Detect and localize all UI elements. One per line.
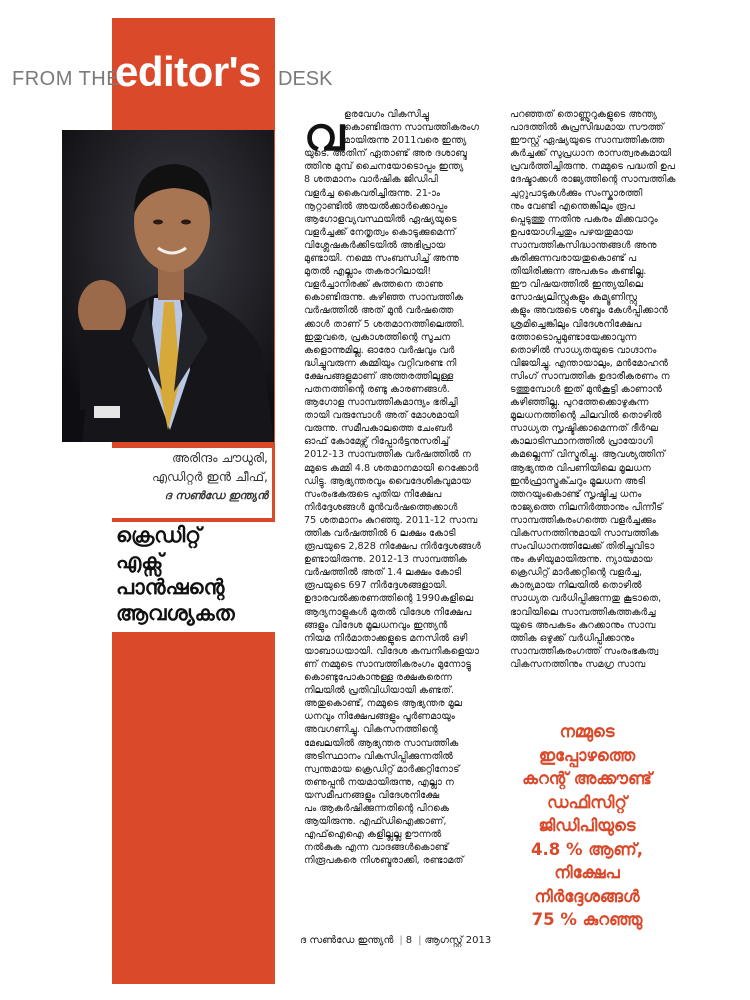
article-line: നിരൂപകരെ നിശബ്ദരാക്കി, രണ്ടാമത് [304,855,464,867]
byline-role: എഡിറ്റർ ഇൻ ചീഫ്, [151,469,268,484]
article-line: ആഗോളവ്യവസ്ഥയിൽ ഏഷ്യയുടെ [304,213,457,225]
article-line: പതനത്തിന്റെ രണ്ടു കാരണങ്ങൾ. [304,383,450,395]
article-line: യസമീപനങ്ങളും വിദേശനിക്ഷേ [304,789,440,801]
article-line: കളും അവരുടെ ശബ്ദം കേൾപ്പിക്കാൻ [510,305,668,317]
title-line: ക്രെഡിറ്റ് [116,523,202,547]
article-line: ആയിരുന്നു. എഫ്ഡിഐക്കാണ്, [304,816,447,828]
article-line: മൂലധനത്തിന്റെ ചിലവിൽ തൊഴിൽ [510,410,662,422]
article-line: പറഞ്ഞത് തൊണ്ണൂറുകളുടെ അന്ത്യ [510,109,657,120]
article-line: പ്രവർത്തിച്ചിരുന്നു. നമ്മുടെ പദ്ധതി ഉപ [510,161,675,173]
article-line: തൊഴിൽ സാധ്യതയുടെ വാഗ്ദാനം [510,344,657,356]
article-line: യുടെ. അതിന് ഏതാണ്ട് അര ദശാബ്ദ [304,148,467,160]
header-desk: DESK [278,68,333,90]
article-line: 75 ശതമാനം കുറഞ്ഞു. 2011-12 സാമ്പ [304,514,478,526]
article-line: വരുന്നു. സമീപകാലത്തെ ചേംബർ [304,423,453,435]
editor-photo [62,130,274,442]
article-line: രൂപയുടെ 2,828 നിക്ഷേപ നിർദ്ദേശങ്ങൾ [304,541,481,553]
header-editors: editor's [115,48,262,95]
pull-quote-line: ഇപ്പോഴത്തെ [538,745,636,765]
article-line: ത്തിനു മുമ്പ് ചൈനയോടൊപ്പം ഇന്ത്യ [304,161,464,173]
article-line: സോഷ്യലിസ്റ്റുകളും കമ്യൂണിസ്റ്റു [510,292,638,304]
article-line: വളർച്ച കൈവരിച്ചിരുന്നു. 21-ാം [304,187,441,199]
article-line: നൂറ്റാണ്ടിൽ അയൽക്കാർക്കൊപ്പം [304,200,448,212]
article-line: വിശ്ലേഷകർക്കിടയിൽ അഭിപ്രായ [304,239,446,251]
article-line: സാമ്പത്തികരംഗത്ത് സംരംഭകത്വ [510,645,659,657]
article-line: മേഖലയിൽ ആഭ്യന്തര സാമ്പത്തിക [304,737,459,749]
article-line: ഡിട്ടു. ആഭ്യന്തരവും വൈദേശികവുമായ [304,475,471,487]
article-line: ളരവേഗം വികസിച്ചു [344,109,429,120]
article-line: രാജ്യത്തെ നിലനിർത്താനും പിന്നീട് [510,501,663,513]
article-line: മ്മുടെ കമ്മി 4.8 ശതമാനമായി റെക്കോർ [304,462,479,474]
article-line: സംവിധാനത്തിലേക്ക് തിരിച്ചുവിടാ [510,541,655,553]
article-line: നൽകുക എന്ന വാദങ്ങൾകൊണ്ട് [304,842,449,854]
pull-quote-line: 4.8 % ആണ്, [531,839,643,859]
article-line: ദ്ധിച്ചുവരുന്ന കമ്മിയും വറ്റിവരണ്ട നി [304,357,457,369]
article-column-2 [510,108,722,718]
title-line: പാൻഷന്റെ [116,575,225,599]
article-line: ക്രെഡിറ്റ് മാർക്കറ്റിന്റെ വളർച്ച, [510,567,643,579]
byline [112,448,272,518]
section-header [0,48,333,108]
article-line: ത്തോടൊപ്പമുണ്ടായേക്കാവുന്ന [510,331,637,343]
article-line: കൊണ്ടിരുന്ന സാമ്പത്തികരംഗ [344,122,480,134]
page-footer: ദ സൺഡേ ഇന്ത്യൻ | 8 | ആഗസ്റ്റ് 2013 [300,935,492,946]
article-line: വികസനത്തിനുമായി സാമ്പത്തിക [510,528,659,539]
article-line: ണ് നമ്മുടെ സാമ്പത്തികരംഗം മുന്നോട്ടു [304,658,471,670]
article-line: യാബാധയായി. വിദേശ കമ്പനികളെയാ [304,645,479,657]
article-column-1 [304,108,494,948]
article-line: സാമ്പത്തികരംഗത്തെ വളർച്ചക്കും [510,514,656,526]
article-line: പം ആകർഷിക്കുന്നതിന്റെ പിറകെ [304,802,450,814]
pull-quote-line: കറന്റ് അക്കൗണ്ട് [522,769,652,788]
article-line: സിംഗ് സാമ്പത്തിക ഉദാരീകരണം ന [510,370,670,382]
article-line: കഴിഞ്ഞില്ല. പുറത്തേക്കൊഴുകുന്ന [510,397,649,409]
article-line: കാര്യമായ നിലയിൽ തൊഴിൽ [510,580,642,592]
article-line: ശ്രമിച്ചെങ്കിലും വിദേശനിക്ഷേപ [510,318,642,330]
article-line: കളൊന്നുമില്ല. ഓരോ വർഷവും വർ [304,344,455,356]
article-line: ങ്ങളും വിദേശ മൂലധനവും ഇന്ത്യൻ [304,619,448,631]
article-line: പ്പെടുത്തു ന്നതിനു പകരം മിക്കവാറും [510,213,658,225]
article-line: ചുറ്റുപാടുകൾക്കും സംസ്കാരത്തി [510,187,643,199]
article-title [112,522,275,632]
footer-publication: ദ സൺഡേ ഇന്ത്യൻ [300,935,394,946]
article-line: കമല്ലെന്ന് വിസ്മരിച്ചു. ആവശ്യത്തിന് [510,449,666,461]
article-line: നും കഴിയുമായിരുന്നു. ന്യായമായ [510,554,653,566]
article-line: വളർച്ചക്ക് നേതൃത്വം കൊടുക്കുമെന്ന് [304,226,456,238]
article-line: സംരംഭകരുടെ പുതിയ നിക്ഷേപ [304,488,442,500]
article-line: സാധ്യത വർധിപ്പിക്കുന്നതു കൂടാതെ, [510,593,662,605]
article-line: ത്തിക വർഷത്തിൽ 6 ലക്ഷം കോടി [304,528,456,539]
article-line: 8 ശതമാനം വാർഷിക ജിഡിപി [304,174,438,186]
article-line: തണുപ്പൻ നയമായിരുന്നു, എല്ലാ ന [304,776,454,788]
footer-date: ആഗസ്റ്റ് 2013 [424,935,492,946]
article-line: ത്തറയുംകൊണ്ട് സൃഷ്ടിച്ച ധനം [510,488,642,500]
article-line: ടത്തുമ്പോൾ ഇത് മുൻകൂട്ടി കാണാൻ [510,383,662,395]
article-line: ക്കാൾ താണ് 5 ശതമാനത്തിലെത്തി. [304,318,465,330]
header-from-the: FROM THE [12,68,121,90]
footer-page-number: 8 [405,935,413,946]
article-line: കരിക്കുന്നവരായതുകൊണ്ട് പ [510,253,637,265]
title-line: ആവശ്യകത [116,601,235,625]
article-line: ആഗോള സാമ്പത്തികമാന്ദ്യം ഭരിച്ചി [304,397,458,409]
drop-cap: വ [304,107,345,161]
article-line: നിയമ നിർമാതാക്കളുടെ മനസിൽ ഒഴി [304,632,468,644]
article-line: ഈ വിഷയത്തിൽ ഇന്ത്യയിലെ [510,279,644,291]
byline-publication: ദ സൺഡേ ഇന്ത്യൻ [164,489,268,502]
article-line: കൊണ്ടുപോകാനുള്ള രക്ഷകരെന്ന [304,672,453,684]
article-line: കൊണ്ടിരുന്നു. കഴിഞ്ഞ സാമ്പത്തിക [304,292,464,304]
article-line: ഇതുവരെ, പ്രകാശത്തിന്റെ സൂചന [304,331,451,343]
article-line: നിലയിൽ പ്രതിവിധിയായി കണ്ടത്. [304,685,455,697]
article-line: ഇൻഫ്രാസ്ട്രക്ചറും മൂലധന അടി [510,475,645,487]
article-line: വിജയിച്ചു. എന്തായാലും, മൻമോഹൻ [510,357,669,369]
article-line: ഉപയോഗിച്ചതും പഴയതുമായ [510,226,634,238]
article-line: വർഷത്തിൽ അത് 1.4 ലക്ഷം കോടി [304,567,462,579]
article-line: ഓഫ് കോമേഴ്സ് റിപ്പോർട്ടനുസരിച്ച് [304,436,450,448]
article-line: കർച്ചക്ക് സുപ്രധാന രാസത്വരകമായി [510,148,672,160]
byline-name: അരിന്ദം ചൗധുരി, [171,450,268,465]
pull-quote-line: ജിഡിപിയുടെ [538,816,636,835]
pull-quote-line: 75 % കുറഞ്ഞു [531,910,643,929]
article-line: കാലാടിസ്ഥാനത്തിൽ പ്രായോഗി [510,436,653,448]
article-line: ഉണ്ടായിരുന്നു. 2012-13 സാമ്പത്തിക [304,554,467,566]
pull-quote-line: നിക്ഷേപ [554,863,620,882]
article-line: പാദത്തിൽ കുപ്രസിദ്ധമായ സൗത്ത് [510,122,664,134]
article-line: യുടെ അപകടം കുറക്കാനും സാമ്പ [510,619,656,631]
article-line: ഉദാരവൽക്കരണത്തിന്റെ 1990കളിലെ [304,593,474,605]
article-line: സാമ്പത്തികസിദ്ധാന്തങ്ങൾ അനു [510,239,657,251]
article-line: തിയിരിക്കുന്ന അപകടം കണ്ടില്ല. [510,266,647,278]
article-line: ദേഷ്ടാക്കൾ രാജ്യത്തിന്റെ സാമ്പത്തിക [510,174,676,186]
article-line: മുണ്ടായി. നമ്മെ സംബന്ധിച്ച് അന്നു [304,253,459,265]
article-line: തായി വരുമ്പോൾ അത് മോശമായി [304,410,459,422]
article-line: അവഗണിച്ചു. വികസനത്തിന്റെ [304,724,438,736]
title-line: എക്സ് [116,549,164,573]
article-line: എഫ്ഐഐ കളില്ലല്ല ഊന്നൽ [304,829,442,841]
article-line: രൂപയുടെ 697 നിർദ്ദേശങ്ങളായി. [304,580,448,592]
article-line: വർഷത്തിൽ അത് മുൻ വർഷത്തെ [304,305,454,317]
article-line: സ്വന്തമായ ക്രെഡിറ്റ് മാർക്കറ്റിനോട് [304,763,460,775]
pull-quote-line: ഡഫിസിറ്റ് [547,792,627,812]
article-line: ത്തിക ഒഴുക്ക് വർധിപ്പിക്കാനും [510,632,635,644]
article-line: ക്ഷേപങ്ങളുമാണ് അത്തരത്തിലുള്ള [304,370,454,382]
article-line: 2012-13 സാമ്പത്തിക വർഷത്തിൽ ന [304,449,471,461]
article-line: ആഭ്യന്തര വിപണിയിലെ മൂലധന [510,462,651,474]
pull-quote-line: നിർദ്ദേശങ്ങൾ [534,886,640,906]
pull-quote [512,720,662,932]
article-line: മായിരുന്നു 2011വരെ ഇന്ത്യ [344,135,467,147]
article-line: ഈസ്റ്റ് ഏഷ്യയുടെ സാമ്പത്തികത്ത [510,135,665,147]
article-line: മുതൽ എല്ലാം തകരാറിലായി! [304,266,432,278]
article-line: സാധ്യത സൃഷ്ടിക്കാമെന്നത് ദീർഘ [510,423,659,435]
article-line: ധനവും നിക്ഷേപങ്ങളും പൂർണമായും [304,711,455,723]
article-line: ഭാവിയിലെ സാമ്പത്തികത്തകർച്ച [510,606,656,618]
pull-quote-line: നമ്മുടെ [559,722,615,741]
article-line: അടിസ്ഥാനം വികസിപ്പിക്കുന്നതിൽ [304,750,453,762]
article-line: അതുകൊണ്ട്, നമ്മുടെ ആഭ്യന്തര മൂല [304,698,462,710]
article-line: വളർച്ചാനിരക്ക് കുത്തനെ താണു [304,279,443,291]
article-line: നിർദ്ദേശങ്ങൾ മുൻവർഷത്തെക്കാൾ [304,501,458,513]
article-line: നും വേണ്ടി എന്തെങ്കിലും രൂപ [510,200,635,212]
article-line: ആദ്യനാളുകൾ മുതൽ വിദേശ നിക്ഷേപ [304,606,472,618]
article-line: വികസനത്തിനും സമഗ്ര സാമ്പ [510,658,646,670]
